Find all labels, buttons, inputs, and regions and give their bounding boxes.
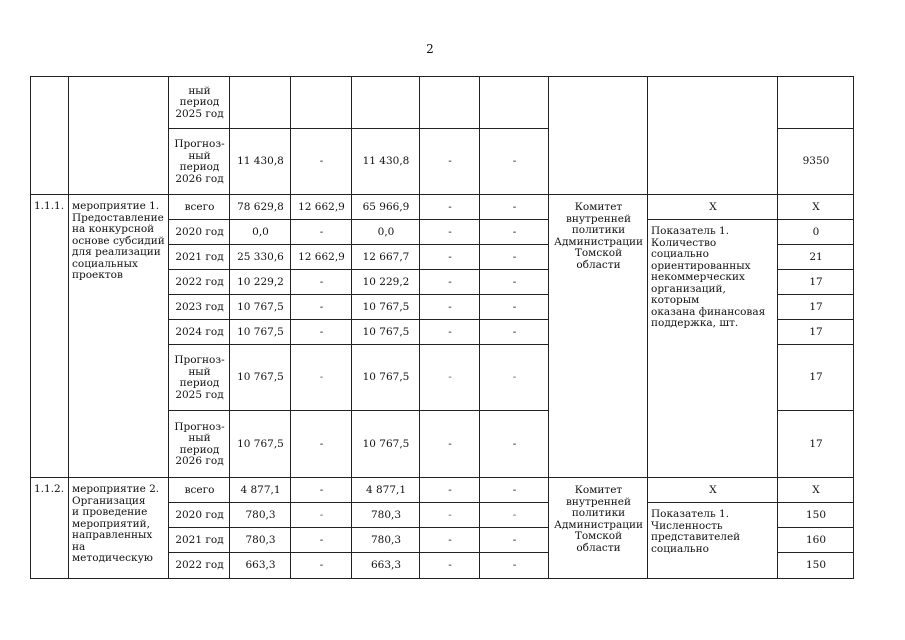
federal-cell: - [290,128,352,195]
indicator-value-cell: X [777,477,854,503]
executor-cell: Комитет внутренней политики Администрации Томской области [548,194,648,478]
table-right-border [853,76,854,579]
period-cell: 2022 год [168,269,230,295]
indicator-value-cell: X [777,194,854,220]
indicator-cell: Показатель 1. Численность представителей социально [647,502,778,579]
total-cell: 780,3 [229,527,291,553]
federal-cell: - [290,477,352,503]
regional-cell: 4 877,1 [351,477,420,503]
regional-cell: 11 430,8 [351,128,420,195]
indicator-value-cell: 17 [777,319,854,345]
period-cell: 2022 год [168,552,230,579]
period-cell: 2020 год [168,502,230,528]
total-cell: 25 330,6 [229,244,291,270]
other-cell: - [479,219,549,245]
period-cell: 2021 год [168,244,230,270]
federal-cell: 12 662,9 [290,244,352,270]
indicator-cell [647,76,778,195]
period-cell: всего [168,194,230,220]
federal-cell: - [290,552,352,579]
total-cell: 4 877,1 [229,477,291,503]
local-cell: - [419,410,480,478]
other-cell: - [479,244,549,270]
federal-cell: - [290,502,352,528]
period-cell: 2024 год [168,319,230,345]
other-cell: - [479,552,549,579]
total-cell: 0,0 [229,219,291,245]
regional-cell: 65 966,9 [351,194,420,220]
local-cell [419,76,480,129]
period-cell: Прогноз- ный период 2026 год [168,410,230,478]
num-cell [30,76,69,195]
num-cell: 1.1.2. [30,477,69,579]
regional-cell: 10 767,5 [351,410,420,478]
total-cell: 10 767,5 [229,319,291,345]
period-cell: Прогноз- ный период 2026 год [168,128,230,195]
other-cell: - [479,269,549,295]
period-cell: 2023 год [168,294,230,320]
federal-cell: - [290,527,352,553]
indicator-value-cell [777,76,854,129]
local-cell: - [419,477,480,503]
total-cell: 11 430,8 [229,128,291,195]
federal-cell: - [290,319,352,345]
indicator-cell: X [647,477,778,503]
other-cell: - [479,344,549,411]
federal-cell: - [290,219,352,245]
executor-cell [548,76,648,195]
regional-cell: 10 229,2 [351,269,420,295]
activity-cell: мероприятие 2. Организация и проведение мероприятий, направленных на методическую [68,477,169,579]
regional-cell: 12 667,7 [351,244,420,270]
indicator-value-cell: 17 [777,269,854,295]
period-cell: 2021 год [168,527,230,553]
regional-cell: 780,3 [351,502,420,528]
regional-cell: 780,3 [351,527,420,553]
local-cell: - [419,344,480,411]
regional-cell [351,76,420,129]
local-cell: - [419,502,480,528]
federal-cell [290,76,352,129]
local-cell: - [419,552,480,579]
indicator-value-cell: 0 [777,219,854,245]
total-cell: 10 767,5 [229,410,291,478]
federal-cell: - [290,410,352,478]
activity-cell [68,76,169,195]
local-cell: - [419,527,480,553]
other-cell: - [479,294,549,320]
local-cell: - [419,269,480,295]
period-cell: 2020 год [168,219,230,245]
indicator-value-cell: 160 [777,527,854,553]
num-cell: 1.1.1. [30,194,69,478]
federal-cell: - [290,294,352,320]
total-cell: 10 229,2 [229,269,291,295]
total-cell: 10 767,5 [229,344,291,411]
other-cell [479,76,549,129]
indicator-value-cell: 21 [777,244,854,270]
indicator-value-cell: 9350 [777,128,854,195]
other-cell: - [479,502,549,528]
total-cell: 663,3 [229,552,291,579]
indicator-value-cell: 150 [777,552,854,579]
regional-cell: 10 767,5 [351,319,420,345]
indicator-value-cell: 17 [777,294,854,320]
other-cell: - [479,410,549,478]
table-bottom-border [30,578,854,579]
indicator-value-cell: 17 [777,344,854,411]
other-cell: - [479,194,549,220]
regional-cell: 10 767,5 [351,294,420,320]
total-cell [229,76,291,129]
federal-cell: - [290,269,352,295]
other-cell: - [479,527,549,553]
period-cell: ный период 2025 год [168,76,230,129]
period-cell: Прогноз- ный период 2025 год [168,344,230,411]
other-cell: - [479,477,549,503]
period-cell: всего [168,477,230,503]
page-number: 2 [426,42,434,56]
local-cell: - [419,128,480,195]
total-cell: 78 629,8 [229,194,291,220]
total-cell: 780,3 [229,502,291,528]
indicator-value-cell: 150 [777,502,854,528]
other-cell: - [479,128,549,195]
federal-cell: 12 662,9 [290,194,352,220]
local-cell: - [419,194,480,220]
total-cell: 10 767,5 [229,294,291,320]
activity-cell: мероприятие 1. Предоставление на конкурсной основе субсидий для реализации социальных проектов [68,194,169,478]
other-cell: - [479,319,549,345]
executor-cell: Комитет внутренней политики Администрации Томской области [548,477,648,579]
indicator-cell: X [647,194,778,220]
federal-cell: - [290,344,352,411]
local-cell: - [419,294,480,320]
local-cell: - [419,219,480,245]
indicator-cell: Показатель 1. Количество социально ориентированных некоммерческих организаций, которым оказана финансовая поддержка, шт. [647,219,778,478]
local-cell: - [419,319,480,345]
indicator-value-cell: 17 [777,410,854,478]
regional-cell: 663,3 [351,552,420,579]
regional-cell: 10 767,5 [351,344,420,411]
local-cell: - [419,244,480,270]
regional-cell: 0,0 [351,219,420,245]
